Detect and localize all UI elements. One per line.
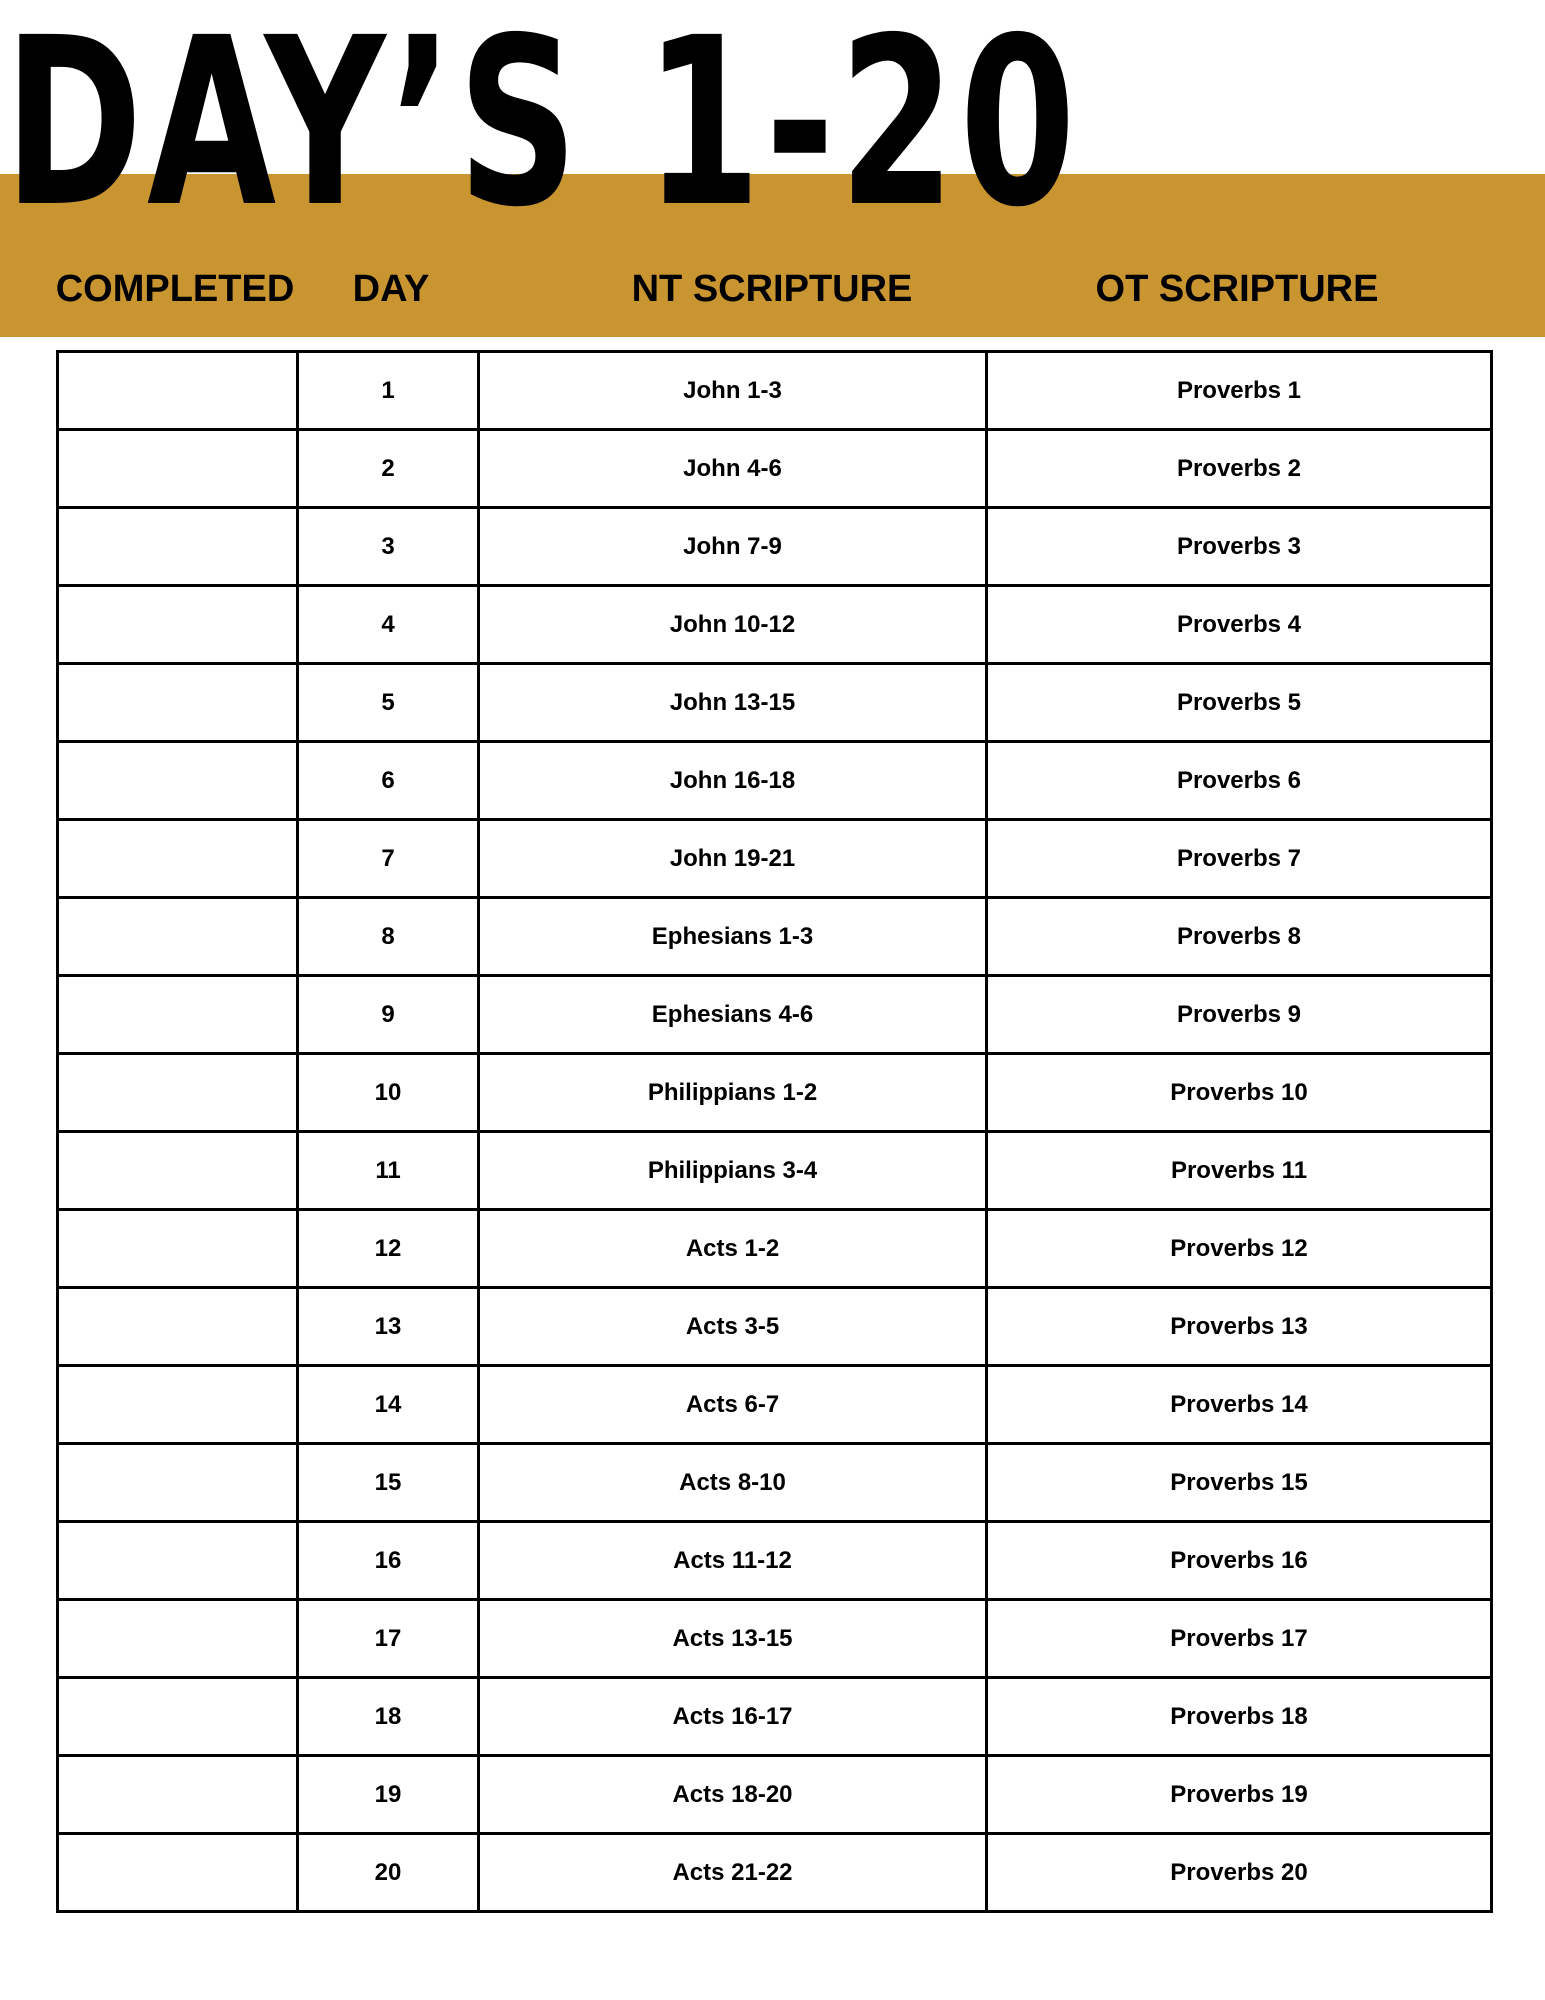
completed-checkbox-cell[interactable] [58,508,298,586]
day-number-cell: 12 [298,1210,479,1288]
ot-scripture-cell: Proverbs 6 [987,742,1492,820]
completed-checkbox-cell[interactable] [58,820,298,898]
nt-scripture-cell: Acts 13-15 [479,1600,987,1678]
completed-checkbox-cell[interactable] [58,430,298,508]
day-number-cell: 20 [298,1834,479,1912]
table-row [58,430,1492,508]
table-row [58,1132,1492,1210]
nt-scripture-cell: John 1-3 [479,352,987,430]
nt-scripture-cell: Philippians 3-4 [479,1132,987,1210]
ot-scripture-cell: Proverbs 16 [987,1522,1492,1600]
table-row [58,1756,1492,1834]
day-number-cell: 8 [298,898,479,976]
completed-checkbox-cell[interactable] [58,1366,298,1444]
table-row [58,508,1492,586]
day-number-cell: 18 [298,1678,479,1756]
day-number-cell: 15 [298,1444,479,1522]
ot-scripture-cell: Proverbs 1 [987,352,1492,430]
column-header-nt-scripture: NT SCRIPTURE [631,268,913,310]
nt-scripture-cell: Ephesians 1-3 [479,898,987,976]
table-row [58,820,1492,898]
completed-checkbox-cell[interactable] [58,1756,298,1834]
day-number-cell: 13 [298,1288,479,1366]
table-row [58,1678,1492,1756]
completed-checkbox-cell[interactable] [58,1054,298,1132]
completed-checkbox-cell[interactable] [58,1600,298,1678]
nt-scripture-cell: Acts 16-17 [479,1678,987,1756]
completed-checkbox-cell[interactable] [58,1288,298,1366]
day-number-cell: 3 [298,508,479,586]
ot-scripture-cell: Proverbs 11 [987,1132,1492,1210]
table-row [58,1054,1492,1132]
day-number-cell: 16 [298,1522,479,1600]
day-number-cell: 7 [298,820,479,898]
page-title: DAY’S 1-20 [4,0,1081,258]
day-number-cell: 5 [298,664,479,742]
table-row [58,586,1492,664]
table-row [58,1288,1492,1366]
ot-scripture-cell: Proverbs 15 [987,1444,1492,1522]
completed-checkbox-cell[interactable] [58,586,298,664]
ot-scripture-cell: Proverbs 7 [987,820,1492,898]
day-number-cell: 6 [298,742,479,820]
nt-scripture-cell: Acts 8-10 [479,1444,987,1522]
nt-scripture-cell: John 10-12 [479,586,987,664]
table-row [58,1522,1492,1600]
day-number-cell: 9 [298,976,479,1054]
ot-scripture-cell: Proverbs 18 [987,1678,1492,1756]
day-number-cell: 11 [298,1132,479,1210]
ot-scripture-cell: Proverbs 8 [987,898,1492,976]
table-row [58,898,1492,976]
nt-scripture-cell: Acts 18-20 [479,1756,987,1834]
nt-scripture-cell: Acts 3-5 [479,1288,987,1366]
ot-scripture-cell: Proverbs 5 [987,664,1492,742]
table-row [58,1600,1492,1678]
day-number-cell: 14 [298,1366,479,1444]
day-number-cell: 17 [298,1600,479,1678]
nt-scripture-cell: Philippians 1-2 [479,1054,987,1132]
day-number-cell: 2 [298,430,479,508]
table-row [58,976,1492,1054]
column-header-ot-scripture: OT SCRIPTURE [1095,268,1379,310]
nt-scripture-cell: John 19-21 [479,820,987,898]
completed-checkbox-cell[interactable] [58,352,298,430]
ot-scripture-cell: Proverbs 20 [987,1834,1492,1912]
nt-scripture-cell: John 13-15 [479,664,987,742]
completed-checkbox-cell[interactable] [58,1522,298,1600]
table-row [58,1210,1492,1288]
table-row [58,1366,1492,1444]
day-number-cell: 19 [298,1756,479,1834]
completed-checkbox-cell[interactable] [58,898,298,976]
reading-schedule-table [56,350,1493,1913]
completed-checkbox-cell[interactable] [58,1132,298,1210]
column-header-day: DAY [352,268,430,310]
ot-scripture-cell: Proverbs 13 [987,1288,1492,1366]
ot-scripture-cell: Proverbs 2 [987,430,1492,508]
nt-scripture-cell: Acts 1-2 [479,1210,987,1288]
ot-scripture-cell: Proverbs 17 [987,1600,1492,1678]
completed-checkbox-cell[interactable] [58,664,298,742]
completed-checkbox-cell[interactable] [58,1210,298,1288]
column-header-completed: COMPLETED [55,268,295,310]
completed-checkbox-cell[interactable] [58,976,298,1054]
ot-scripture-cell: Proverbs 3 [987,508,1492,586]
nt-scripture-cell: Acts 21-22 [479,1834,987,1912]
nt-scripture-cell: John 16-18 [479,742,987,820]
nt-scripture-cell: John 4-6 [479,430,987,508]
nt-scripture-cell: John 7-9 [479,508,987,586]
table-row [58,1834,1492,1912]
completed-checkbox-cell[interactable] [58,1444,298,1522]
completed-checkbox-cell[interactable] [58,742,298,820]
day-number-cell: 10 [298,1054,479,1132]
completed-checkbox-cell[interactable] [58,1678,298,1756]
ot-scripture-cell: Proverbs 14 [987,1366,1492,1444]
ot-scripture-cell: Proverbs 19 [987,1756,1492,1834]
day-number-cell: 4 [298,586,479,664]
table-row [58,1444,1492,1522]
day-number-cell: 1 [298,352,479,430]
table-row [58,664,1492,742]
ot-scripture-cell: Proverbs 4 [987,586,1492,664]
completed-checkbox-cell[interactable] [58,1834,298,1912]
ot-scripture-cell: Proverbs 12 [987,1210,1492,1288]
ot-scripture-cell: Proverbs 10 [987,1054,1492,1132]
nt-scripture-cell: Acts 11-12 [479,1522,987,1600]
table-row [58,352,1492,430]
ot-scripture-cell: Proverbs 9 [987,976,1492,1054]
nt-scripture-cell: Acts 6-7 [479,1366,987,1444]
nt-scripture-cell: Ephesians 4-6 [479,976,987,1054]
table-row [58,742,1492,820]
schedule-body [58,352,1492,1912]
